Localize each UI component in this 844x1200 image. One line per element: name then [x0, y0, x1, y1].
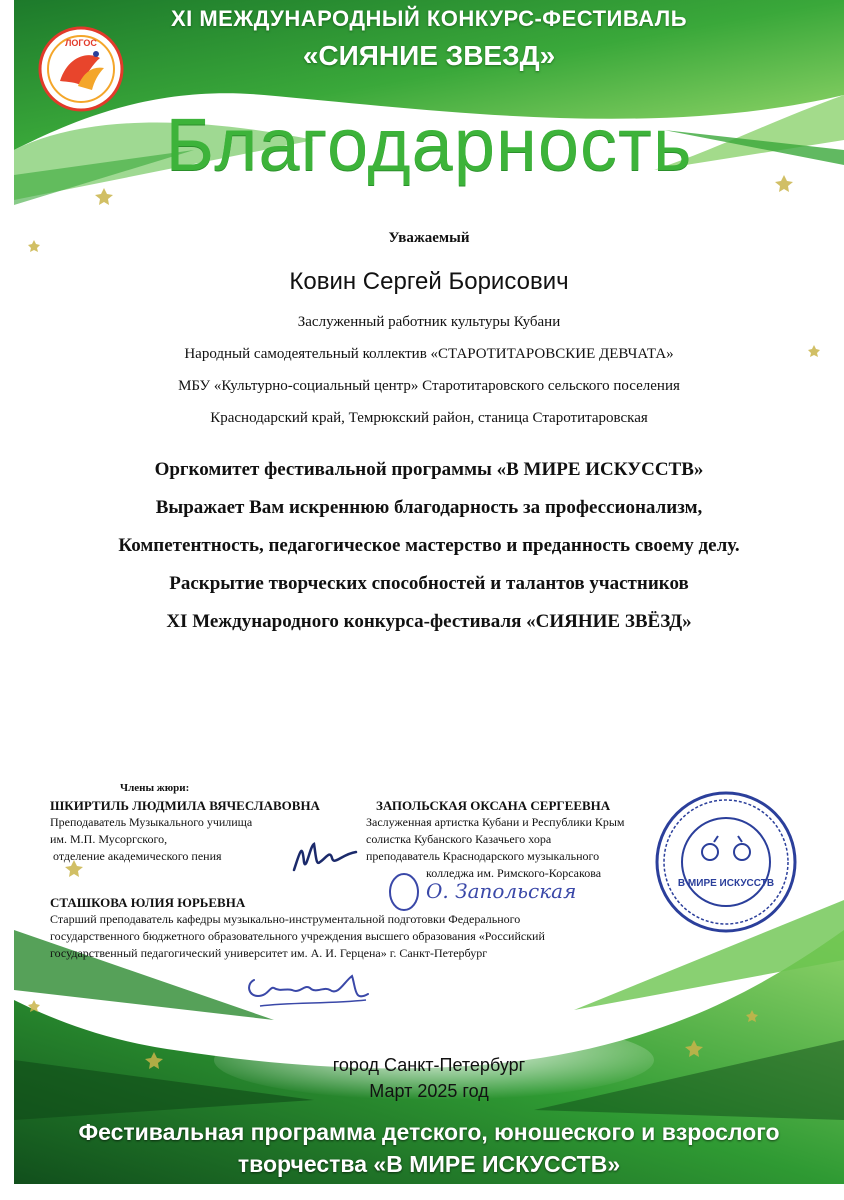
certificate-title: Благодарность: [165, 103, 693, 186]
footer-city: город Санкт-Петербург: [332, 1055, 526, 1075]
organizer-stamp-icon: [654, 790, 798, 934]
salutation: Уважаемый: [388, 230, 470, 246]
recipient-name: Ковин Сергей Борисович: [289, 268, 569, 295]
footer-program-line-1: Фестивальная программа детского, юношеского и взрослого: [78, 1119, 780, 1145]
jury-member-line: Преподаватель Музыкального училища: [50, 815, 253, 829]
header-line-1: XI МЕЖДУНАРОДНЫЙ КОНКУРС-ФЕСТИВАЛЬ: [170, 6, 688, 31]
footer-place-date: [14, 1052, 844, 1104]
jury-member-name: СТАШКОВА ЮЛИЯ ЮРЬЕВНА: [50, 895, 246, 910]
message-line: XI Международного конкурса-фестиваля «СИЯНИЕ ЗВЁЗД»: [166, 611, 692, 632]
recipient-organization: МБУ «Культурно-социальный центр» Старотитаровского сельского поселения: [178, 378, 680, 394]
header-line-2: «СИЯНИЕ ЗВЕЗД»: [302, 40, 556, 71]
signature-stashkova-icon: [240, 966, 380, 1016]
recipient-collective: Народный самодеятельный коллектив «СТАРОТИТАРОВСКИЕ ДЕВЧАТА»: [184, 346, 674, 362]
jury-member-line: солистка Кубанского Казачьего хора: [366, 832, 552, 846]
signature-shkirtil-icon: [286, 832, 366, 882]
message-line: Компетентность, педагогическое мастерство и преданность своему делу.: [118, 535, 740, 556]
certificate-page: [14, 0, 844, 1184]
jury-member-name: ШКИРТИЛЬ ЛЮДМИЛА ВЯЧЕСЛАВОВНА: [50, 798, 320, 813]
jury-member-3: [50, 894, 690, 962]
recipient-location: Краснодарский край, Темрюкский район, станица Старотитаровская: [210, 410, 648, 426]
message-line: Выражает Вам искреннюю благодарность за профессионализм,: [155, 497, 703, 518]
jury-member-line: Заслуженная артистка Кубани и Республики Крым: [366, 815, 625, 829]
svg-text:В МИРЕ ИСКУССТВ: В МИРЕ ИСКУССТВ: [677, 878, 775, 889]
message-line: Оргкомитет фестивальной программы «В МИРЕ ИСКУССТВ»: [154, 459, 704, 480]
jury-member-line: государственный педагогический университет им. А. И. Герцена» г. Санкт-Петербург: [50, 946, 488, 960]
svg-text:О. Запольская: О. Запольская: [426, 879, 577, 903]
jury-member-line: им. М.П. Мусоргского,: [50, 832, 168, 846]
footer-date: Март 2025 год: [369, 1081, 489, 1101]
jury-member-line: отделение академического пения: [50, 849, 222, 863]
svg-text:ЛОГОС: ЛОГОС: [65, 38, 97, 48]
recipient-title: Заслуженный работник культуры Кубани: [297, 314, 561, 330]
jury-member-name: ЗАПОЛЬСКАЯ ОКСАНА СЕРГЕЕВНА: [376, 798, 611, 813]
jury-member-line: колледжа им. Римского-Корсакова: [426, 866, 602, 880]
jury-member-line: Старший преподаватель кафедры музыкально-инструментальной подготовки Федерального: [50, 912, 521, 926]
jury-member-line: преподаватель Краснодарского музыкального: [366, 849, 600, 863]
message-line: Раскрытие творческих способностей и талантов участников: [169, 573, 689, 594]
jury-member-line: государственного бюджетного образовательного учреждения высшего образования «Российский: [50, 929, 545, 943]
footer-program-line-2: творчества «В МИРЕ ИСКУССТВ»: [237, 1151, 621, 1177]
jury-label: Члены жюри:: [120, 782, 190, 794]
